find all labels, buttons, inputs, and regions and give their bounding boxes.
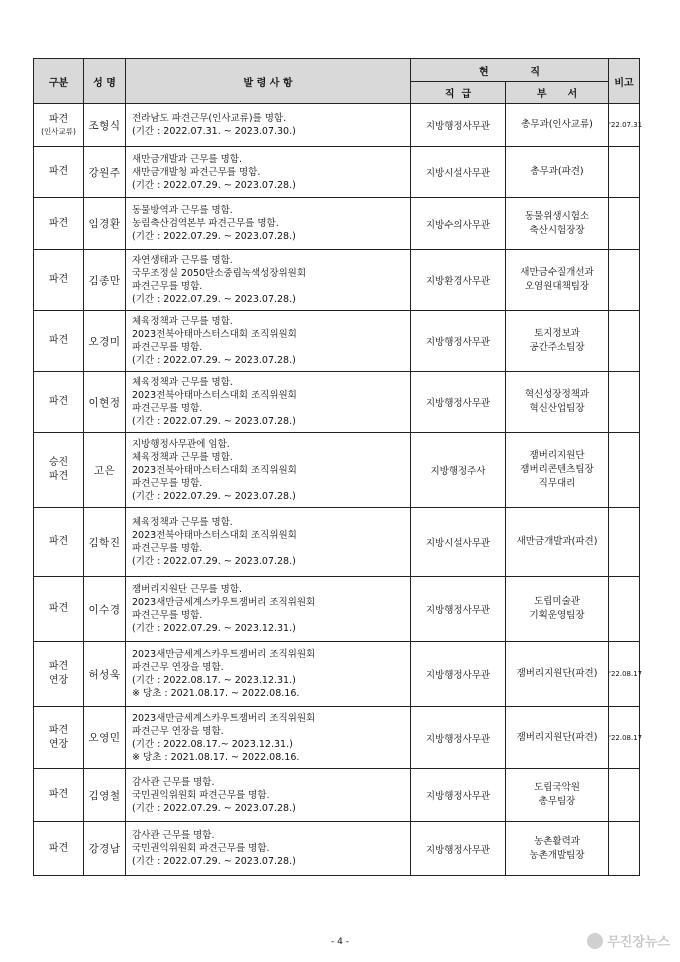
header-detail: 발 령 사 항 (126, 59, 411, 104)
table-row (34, 250, 640, 311)
detail-line: ※ 당초 : 2021.08.17. ~ 2022.08.16. (132, 688, 300, 699)
dept-line: 총무팀장 (538, 796, 576, 807)
kind-line: 파견 (48, 274, 69, 285)
dept-line: 잼버리지원단(파견) (516, 668, 598, 679)
kind-line: 파견 (48, 661, 69, 672)
cell-dept (506, 147, 609, 198)
cell-position: 지방시설사무관 (411, 508, 506, 577)
table-row (34, 769, 640, 822)
cell-detail (126, 508, 411, 577)
cell-note (609, 198, 640, 250)
kind-line: 파견 (48, 724, 69, 736)
detail-line: 새만금개발과 근무를 명함. (132, 153, 243, 165)
cell-detail (126, 577, 411, 642)
cell-dept (506, 311, 609, 372)
kind-line: 파견 (48, 396, 69, 407)
cell-detail (126, 147, 411, 198)
dept-line: 오염원대책팀장 (524, 281, 590, 292)
cell-detail (126, 311, 411, 372)
detail-line: (기간 : 2022.07.29. ~ 2023.07.28.) (132, 355, 296, 366)
detail-line: (기간 : 2022.07.29. ~ 2023.07.28.) (132, 179, 296, 191)
cell-name: 오영민 (84, 707, 126, 769)
detail-line: (기간 : 2022.07.29. ~ 2023.07.28.) (132, 416, 296, 427)
cell-name: 오경미 (84, 311, 126, 372)
detail-line: 파견근무를 명함. (132, 281, 203, 292)
detail-line: 2023전북아태마스터스대회 조직위원회 (132, 530, 297, 541)
detail-line: 감사관 근무를 명함. (132, 830, 215, 841)
cell-note: '22.07.31 (609, 104, 640, 147)
cell-name: 허성욱 (84, 642, 126, 707)
dept-line: 혁신산업팀장 (529, 403, 585, 414)
dept-line: 새만금수질개선과 (520, 267, 594, 278)
detail-line: 파견근무를 명함. (132, 610, 203, 621)
dept-line: 잼버리지원단(파견) (516, 731, 598, 743)
cell-kind (34, 311, 84, 372)
detail-line: 감사관 근무를 명함. (132, 776, 215, 788)
cell-note (609, 769, 640, 822)
kind-line: 파견 (48, 166, 69, 177)
kind-line: 연장 (48, 738, 69, 750)
watermark-logo-icon (587, 933, 603, 949)
cell-kind (34, 769, 84, 822)
cell-position: 지방행정사무관 (411, 769, 506, 822)
kind-line: 파견 (48, 335, 69, 346)
cell-kind (34, 707, 84, 769)
cell-note (609, 311, 640, 372)
detail-line: (기간 : 2022.07.29. ~ 2023.07.28.) (132, 802, 296, 814)
detail-line: 파견근무를 명함. (132, 342, 203, 353)
cell-note: '22.08.17 (609, 707, 640, 769)
cell-kind (34, 642, 84, 707)
cell-dept (506, 250, 609, 311)
cell-detail (126, 104, 411, 147)
header-note: 비고 (609, 59, 640, 104)
cell-position: 지방환경사무관 (411, 250, 506, 311)
detail-line: 잼버리지원단 근무를 명함. (132, 584, 243, 595)
cell-kind (34, 822, 84, 876)
dept-line: 기획운영팀장 (529, 610, 585, 621)
detail-line: 새만금개발청 파견근무를 명함. (132, 166, 261, 178)
detail-line: 2023새만금세계스카우트잼버리 조직위원회 (132, 597, 316, 608)
detail-line: (기간 : 2022.07.29. ~ 2023.07.28.) (132, 490, 296, 502)
detail-line: 2023새만금세계스카우트잼버리 조직위원회 (132, 712, 316, 724)
cell-detail (126, 822, 411, 876)
cell-dept (506, 822, 609, 876)
cell-dept (506, 642, 609, 707)
dept-line: 직무대리 (538, 478, 576, 489)
dept-line: 잼버리지원단 (529, 450, 585, 461)
cell-detail (126, 769, 411, 822)
dept-line: 공간주소팀장 (529, 342, 585, 353)
cell-position: 지방행정사무관 (411, 372, 506, 433)
detail-line: 파견근무 연장을 명함. (132, 662, 224, 673)
detail-line: 파견근무를 명함. (132, 477, 203, 489)
header-name: 성 명 (84, 59, 126, 104)
dept-line: 총무과(인사교류) (521, 119, 593, 130)
cell-position: 지방행정사무관 (411, 104, 506, 147)
cell-note (609, 372, 640, 433)
cell-detail (126, 372, 411, 433)
cell-note (609, 822, 640, 876)
table-row (34, 822, 640, 876)
table-row (34, 508, 640, 577)
cell-kind (34, 147, 84, 198)
cell-dept (506, 372, 609, 433)
watermark (587, 931, 670, 950)
detail-line: 국무조정실 2050탄소중립녹색성장위원회 (132, 268, 307, 279)
kind-line: 파견 (48, 114, 69, 125)
cell-name: 강경남 (84, 822, 126, 876)
cell-note (609, 577, 640, 642)
table-row (34, 433, 640, 508)
cell-name: 임경환 (84, 198, 126, 250)
dept-line: 혁신성장정책과 (524, 389, 590, 400)
cell-dept (506, 104, 609, 147)
cell-kind (34, 250, 84, 311)
table-row (34, 311, 640, 372)
dept-line: 총무과(파견) (530, 166, 584, 177)
cell-dept (506, 508, 609, 577)
cell-note (609, 250, 640, 311)
dept-line: 잼버리콘텐츠팀장 (520, 464, 594, 475)
detail-line: 체육정책과 근무를 명함. (132, 316, 233, 327)
cell-kind (34, 198, 84, 250)
detail-line: 농림축산검역본부 파견근무를 명함. (132, 218, 279, 229)
cell-position: 지방수의사무관 (411, 198, 506, 250)
cell-dept (506, 433, 609, 508)
dept-line: 도립국악원 (534, 782, 580, 793)
cell-kind (34, 508, 84, 577)
dept-line: 축산시험장장 (529, 224, 585, 236)
cell-name: 조형식 (84, 104, 126, 147)
cell-kind (34, 372, 84, 433)
cell-name: 강원주 (84, 147, 126, 198)
page-number: - 4 - (331, 937, 349, 947)
watermark-text: 무진장뉴스 (607, 935, 670, 950)
cell-name: 이수경 (84, 577, 126, 642)
kind-line: 파견 (48, 842, 69, 854)
table-row (34, 707, 640, 769)
kind-line: 파견 (48, 603, 69, 614)
dept-line: 토지정보과 (534, 328, 580, 339)
cell-position: 지방시설사무관 (411, 147, 506, 198)
detail-line: 전라남도 파견근무(인사교류)를 명함. (132, 113, 287, 124)
cell-name: 김종만 (84, 250, 126, 311)
detail-line: 파견근무 연장을 명함. (132, 725, 224, 737)
detail-line: 2023새만금세계스카우트잼버리 조직위원회 (132, 649, 316, 660)
detail-line: 체육정책과 근무를 명함. (132, 377, 233, 388)
dept-line: 농촌활력과 (534, 835, 580, 847)
cell-kind (34, 577, 84, 642)
cell-detail (126, 250, 411, 311)
cell-position: 지방행정사무관 (411, 311, 506, 372)
cell-detail (126, 198, 411, 250)
cell-detail (126, 433, 411, 508)
cell-dept (506, 707, 609, 769)
cell-position: 지방행정사무관 (411, 577, 506, 642)
detail-line: 동물방역과 근무를 명함. (132, 205, 233, 216)
kind-line: 파견 (48, 536, 69, 547)
cell-dept (506, 769, 609, 822)
detail-line: 파견근무를 명함. (132, 403, 203, 414)
cell-note: '22.08.17 (609, 642, 640, 707)
detail-line: 체육정책과 근무를 명함. (132, 451, 233, 463)
dept-line: 새만금개발과(파견) (516, 536, 598, 547)
header-dept: 부 서 (506, 82, 609, 104)
kind-line: 파견 (48, 471, 69, 482)
detail-line: 2023전북아태마스터스대회 조직위원회 (132, 464, 297, 476)
cell-name: 김학진 (84, 508, 126, 577)
detail-line: (기간 : 2022.07.29. ~ 2023.07.28.) (132, 856, 296, 867)
kind-sub: (인사교류) (41, 127, 76, 136)
dept-line: 농촌개발팀장 (529, 849, 585, 861)
cell-detail (126, 642, 411, 707)
cell-position: 지방행정사무관 (411, 822, 506, 876)
cell-dept (506, 577, 609, 642)
detail-line: 국민권익위원회 파견근무를 명함. (132, 789, 270, 801)
table-row (34, 642, 640, 707)
kind-line: 파견 (48, 217, 69, 229)
cell-kind (34, 433, 84, 508)
header-current: 현 직 (411, 59, 609, 82)
detail-line: 국민권익위원회 파견근무를 명함. (132, 843, 270, 854)
detail-line: (기간 : 2022.07.29. ~ 2023.12.31.) (132, 623, 296, 634)
cell-dept (506, 198, 609, 250)
dept-line: 도립미술관 (534, 596, 580, 607)
cell-note (609, 433, 640, 508)
cell-name: 이현정 (84, 372, 126, 433)
detail-line: (기간 : 2022.07.29. ~ 2023.07.28.) (132, 556, 296, 567)
kind-line: 연장 (48, 675, 69, 686)
personnel-table (33, 58, 643, 876)
header-position: 직 급 (411, 82, 506, 104)
table-row (34, 372, 640, 433)
cell-note (609, 147, 640, 198)
detail-line: 지방행정사무관에 임함. (132, 438, 230, 450)
detail-line: 2023전북아태마스터스대회 조직위원회 (132, 390, 297, 401)
detail-line: 체육정책과 근무를 명함. (132, 517, 233, 528)
cell-position: 지방행정주사 (411, 433, 506, 508)
cell-note (609, 508, 640, 577)
cell-position: 지방행정사무관 (411, 642, 506, 707)
table-row (34, 104, 640, 147)
cell-detail (126, 707, 411, 769)
detail-line: (기간 : 2022.08.17.~ 2023.12.31.) (132, 738, 293, 750)
header-kind: 구분 (34, 59, 84, 104)
cell-position: 지방행정사무관 (411, 707, 506, 769)
detail-line: ※ 당초 : 2021.08.17. ~ 2022.08.16. (132, 751, 300, 763)
cell-name: 고은 (84, 433, 126, 508)
kind-line: 파견 (48, 789, 69, 800)
kind-line: 승진 (48, 457, 69, 468)
cell-name: 김영철 (84, 769, 126, 822)
table-row (34, 147, 640, 198)
detail-line: (기간 : 2022.07.29. ~ 2023.07.28.) (132, 231, 296, 242)
detail-line: 2023전북아태마스터스대회 조직위원회 (132, 329, 297, 340)
detail-line: (기간 : 2022.08.17. ~ 2023.12.31.) (132, 675, 296, 686)
detail-line: 파견근무를 명함. (132, 543, 203, 554)
dept-line: 동물위생시험소 (524, 210, 590, 222)
cell-kind (34, 104, 84, 147)
detail-line: 자연생태과 근무를 명함. (132, 255, 233, 266)
detail-line: (기간 : 2022.07.31. ~ 2023.07.30.) (132, 126, 296, 137)
detail-line: (기간 : 2022.07.29. ~ 2023.07.28.) (132, 294, 296, 305)
table-row (34, 198, 640, 250)
table-row (34, 577, 640, 642)
